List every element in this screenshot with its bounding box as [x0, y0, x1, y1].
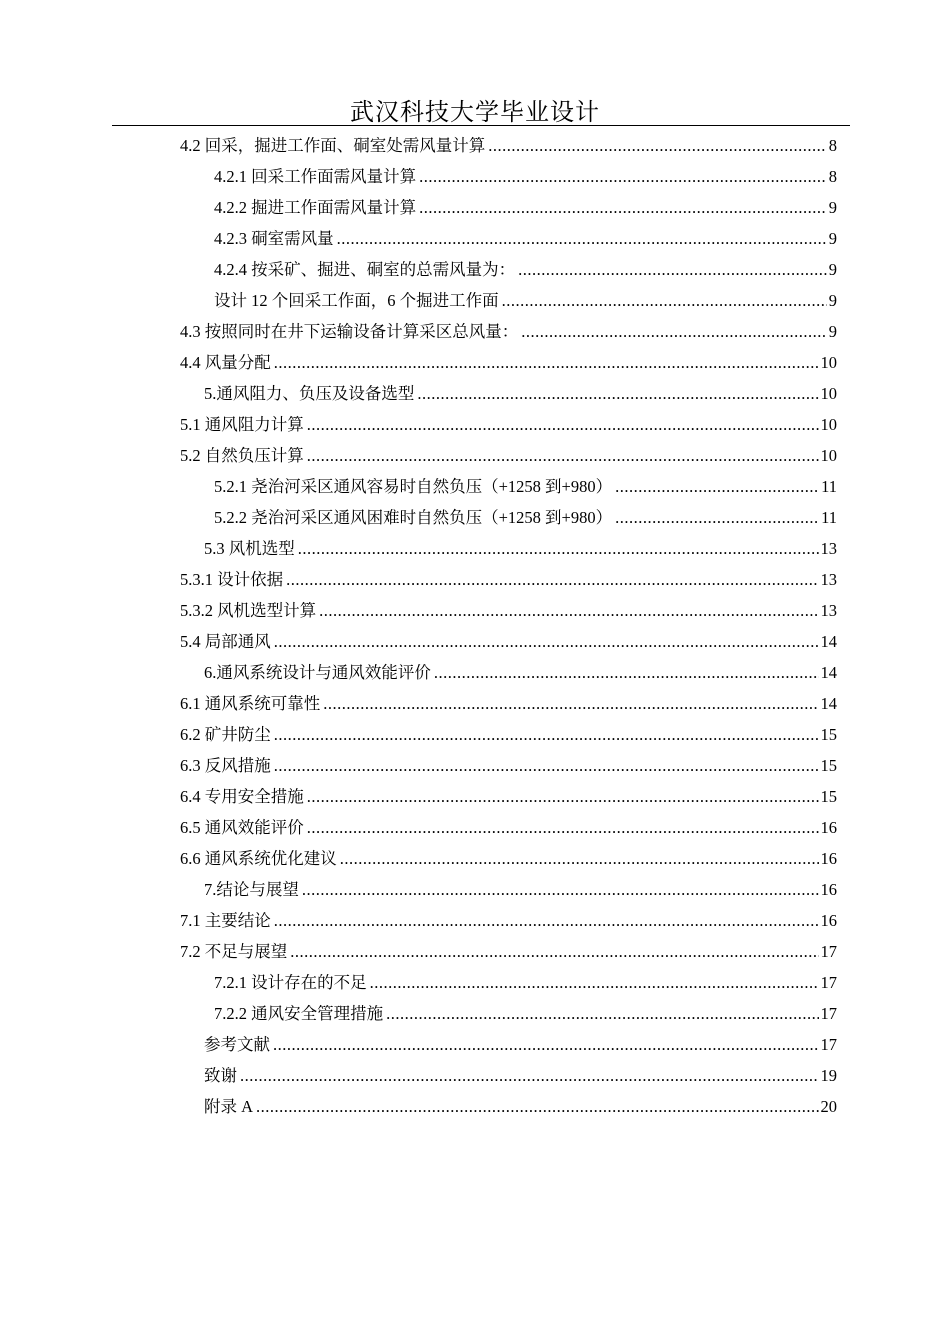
- toc-entry-label: 6.2 矿井防尘: [180, 725, 271, 744]
- toc-leader-dots: [615, 477, 819, 497]
- toc-entry-label: 7.1 主要结论: [180, 911, 271, 930]
- toc-leader-dots: [274, 756, 819, 776]
- toc-leader-dots: [502, 291, 827, 311]
- toc-page-number: 17: [820, 1004, 837, 1023]
- toc-entry-label: 6.3 反风措施: [180, 756, 271, 775]
- toc-leader-dots: [615, 508, 819, 528]
- toc-page-number: 11: [821, 477, 837, 496]
- toc-entry-label: 6.5 通风效能评价: [180, 818, 304, 837]
- toc-entry-label: 7.2 不足与展望: [180, 942, 288, 961]
- toc-page-number: 15: [820, 725, 837, 744]
- toc-page-number: 10: [820, 446, 837, 465]
- toc-entry-label: 4.2.3 硐室需风量: [214, 229, 334, 248]
- toc-entry-label: 参考文献: [204, 1035, 270, 1054]
- toc-entry[interactable]: [180, 841, 837, 869]
- toc-entry[interactable]: [204, 376, 837, 404]
- page-title: 武汉科技大学毕业设计: [350, 98, 600, 126]
- toc-entry-label: 5.2.1 尧治河采区通风容易时自然负压（+1258 到+980）: [214, 477, 613, 496]
- toc-page-number: 16: [820, 911, 837, 930]
- toc-page-number: 17: [820, 973, 837, 992]
- toc-page-number: 9: [828, 291, 837, 310]
- toc-entry-label: 设计 12 个回采工作面，6 个掘进工作面: [214, 291, 499, 310]
- toc-entry-label: 4.4 风量分配: [180, 353, 271, 372]
- toc-entry[interactable]: [204, 1089, 837, 1117]
- toc-page-number: 17: [820, 942, 837, 961]
- toc-entry[interactable]: [180, 934, 837, 962]
- toc-page-number: 10: [820, 353, 837, 372]
- toc-entry-label: 附录 A: [204, 1097, 254, 1116]
- toc-leader-dots: [337, 229, 827, 249]
- toc-entry-label: 6.通风系统设计与通风效能评价: [204, 663, 431, 682]
- toc-entry-label: 5.3.2 风机选型计算: [180, 601, 317, 620]
- toc-leader-dots: [307, 787, 819, 807]
- toc-entry-label: 7.2.1 设计存在的不足: [214, 973, 367, 992]
- toc-entry[interactable]: [180, 128, 837, 156]
- toc-entry[interactable]: [180, 438, 837, 466]
- toc-entry[interactable]: [180, 562, 837, 590]
- toc-entry[interactable]: [204, 1027, 837, 1055]
- toc-entry[interactable]: [214, 469, 837, 497]
- toc-leader-dots: [370, 973, 819, 993]
- toc-leader-dots: [274, 725, 819, 745]
- toc-page-number: 16: [820, 880, 837, 899]
- toc-entry[interactable]: [180, 624, 837, 652]
- toc-page-number: 11: [821, 508, 837, 527]
- toc-leader-dots: [323, 694, 818, 714]
- toc-leader-dots: [302, 880, 819, 900]
- toc-entry-label: 5.通风阻力、负压及设备选型: [204, 384, 415, 403]
- toc-leader-dots: [419, 198, 827, 218]
- toc-page-number: 10: [820, 415, 837, 434]
- header-divider: [112, 125, 850, 126]
- toc-entry-label: 5.2 自然负压计算: [180, 446, 304, 465]
- toc-page-number: 14: [820, 663, 837, 682]
- toc-page-number: 14: [820, 694, 837, 713]
- toc-entry[interactable]: [204, 655, 837, 683]
- toc-entry[interactable]: [180, 717, 837, 745]
- toc-entry[interactable]: [180, 686, 837, 714]
- toc-entry-label: 致谢: [204, 1066, 237, 1085]
- toc-entry-label: 5.2.2 尧治河采区通风困难时自然负压（+1258 到+980）: [214, 508, 613, 527]
- toc-page-number: 16: [820, 818, 837, 837]
- toc-entry[interactable]: [180, 407, 837, 435]
- toc-entry[interactable]: [214, 252, 837, 280]
- toc-entry-label: 6.1 通风系统可靠性: [180, 694, 321, 713]
- toc-leader-dots: [417, 384, 818, 404]
- toc-leader-dots: [298, 539, 819, 559]
- toc-entry[interactable]: [204, 531, 837, 559]
- toc-entry[interactable]: [180, 748, 837, 776]
- toc-leader-dots: [273, 1035, 819, 1055]
- toc-entry[interactable]: [214, 190, 837, 218]
- toc-page-number: 15: [820, 756, 837, 775]
- toc-entry[interactable]: [180, 779, 837, 807]
- toc-leader-dots: [290, 942, 818, 962]
- toc-entry-label: 6.4 专用安全措施: [180, 787, 304, 806]
- toc-entry-label: 7.2.2 通风安全管理措施: [214, 1004, 384, 1023]
- toc-entry-label: 4.3 按照同时在井下运输设备计算采区总风量：: [180, 322, 519, 341]
- toc-leader-dots: [419, 167, 827, 187]
- toc-leader-dots: [307, 818, 819, 838]
- toc-leader-dots: [319, 601, 818, 621]
- toc-page-number: 13: [820, 539, 837, 558]
- toc-entry-label: 5.3.1 设计依据: [180, 570, 284, 589]
- toc-page-number: 16: [820, 849, 837, 868]
- toc-entry-label: 7.结论与展望: [204, 880, 299, 899]
- toc-leader-dots: [488, 136, 827, 156]
- toc-entry[interactable]: [180, 314, 837, 342]
- toc-page-number: 10: [820, 384, 837, 403]
- toc-entry-label: 5.3 风机选型: [204, 539, 295, 558]
- toc-entry-label: 4.2.2 掘进工作面需风量计算: [214, 198, 417, 217]
- toc-page-number: 13: [820, 601, 837, 620]
- toc-leader-dots: [274, 632, 819, 652]
- toc-page-number: 9: [828, 198, 837, 217]
- toc-entry-label: 5.4 局部通风: [180, 632, 271, 651]
- toc-page-number: 17: [820, 1035, 837, 1054]
- toc-leader-dots: [256, 1097, 818, 1117]
- toc-leader-dots: [340, 849, 819, 869]
- toc-entry-label: 4.2.1 回采工作面需风量计算: [214, 167, 417, 186]
- toc-leader-dots: [521, 322, 827, 342]
- toc-page-number: 9: [828, 229, 837, 248]
- toc-entry[interactable]: [214, 221, 837, 249]
- toc-leader-dots: [307, 415, 819, 435]
- toc-entry[interactable]: [180, 345, 837, 373]
- toc-entry[interactable]: [214, 283, 837, 311]
- toc-entry-label: 6.6 通风系统优化建议: [180, 849, 337, 868]
- toc-entry-label: 4.2 回采，掘进工作面、硐室处需风量计算: [180, 136, 486, 155]
- toc-entry-label: 4.2.4 按采矿、掘进、硐室的总需风量为：: [214, 260, 516, 279]
- toc-leader-dots: [386, 1004, 818, 1024]
- toc-leader-dots: [274, 911, 819, 931]
- toc-entry[interactable]: [204, 872, 837, 900]
- toc-page-number: 9: [828, 322, 837, 341]
- toc-entry[interactable]: [180, 810, 837, 838]
- toc-page-number: 13: [820, 570, 837, 589]
- toc-page-number: 20: [820, 1097, 837, 1116]
- toc-entry[interactable]: [214, 500, 837, 528]
- toc-page-number: 8: [828, 167, 837, 186]
- toc-entry-label: 5.1 通风阻力计算: [180, 415, 304, 434]
- toc-entry[interactable]: [204, 1058, 837, 1086]
- toc-leader-dots: [286, 570, 818, 590]
- toc-leader-dots: [307, 446, 819, 466]
- toc-leader-dots: [274, 353, 819, 373]
- toc-page-number: 15: [820, 787, 837, 806]
- toc-entry[interactable]: [214, 159, 837, 187]
- toc-leader-dots: [518, 260, 827, 280]
- toc-page-number: 14: [820, 632, 837, 651]
- toc-entry[interactable]: [180, 593, 837, 621]
- toc-page-number: 9: [828, 260, 837, 279]
- toc-entry[interactable]: [214, 965, 837, 993]
- toc-page-number: 19: [820, 1066, 837, 1085]
- toc-entry[interactable]: [180, 903, 837, 931]
- toc-leader-dots: [240, 1066, 819, 1086]
- toc-leader-dots: [434, 663, 819, 683]
- toc-page-number: 8: [828, 136, 837, 155]
- toc-entry[interactable]: [214, 996, 837, 1024]
